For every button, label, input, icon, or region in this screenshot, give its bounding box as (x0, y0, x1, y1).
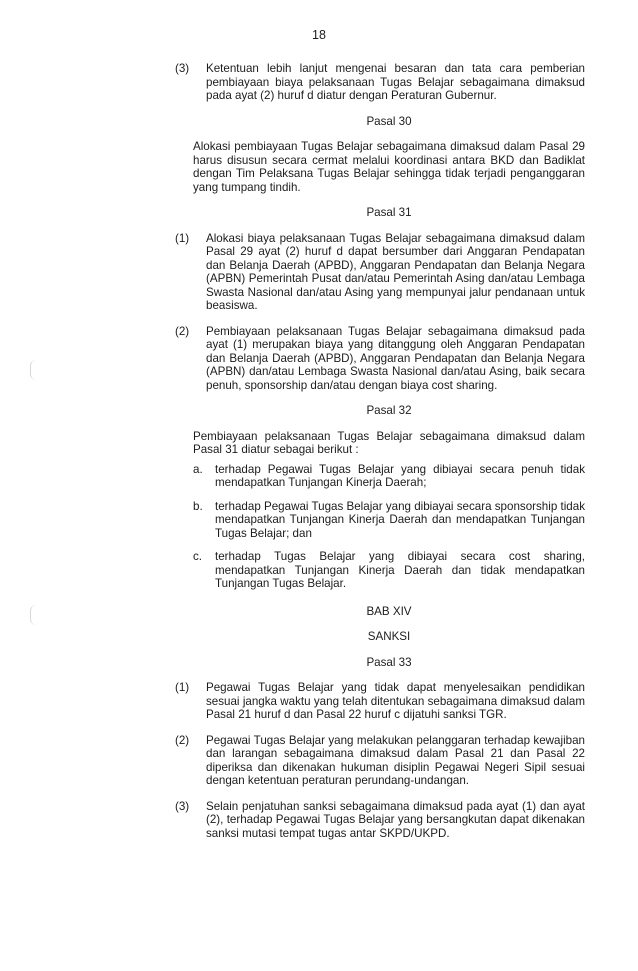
item-letter: a. (193, 462, 203, 476)
pasal32-item (193, 463, 585, 490)
scan-edge-mark (30, 605, 37, 625)
item-number: (2) (175, 324, 190, 338)
item-letter: c. (193, 550, 203, 563)
item-letter: b. (193, 499, 203, 513)
pasal32-intro: Pembiayaan pelaksanaan Tugas Belajar sebagaimana dimaksud dalam Pasal 31 diatur sebagai berikut : (193, 429, 585, 456)
document-body (175, 62, 585, 852)
item-text: Alokasi biaya pelaksanaan Tugas Belajar sebagaimana dimaksud dalam Pasal 29 ayat (2) huruf d dapat bersumber dari Anggaran Pendapatan dan Belanja Daerah (APBD), Anggaran Pendapatan dan Belanja Negara (APBN) Pemerintah Pusat dan/atau Pemerintah Asing dan/atau Lembaga Swasta Nasional dan/atau Asing yang mempunyai jalur pendanaan untuk beasiswa. (206, 231, 585, 312)
item-text: Selain penjatuhan sanksi sebagaimana dimaksud pada ayat (1) dan ayat (2), terhadap Pegawai Tugas Belajar yang bersangkutan dapat dikenakan sanksi mutasi tempat tugas antar SKPD/UKPD. (206, 799, 585, 840)
item-text: Pegawai Tugas Belajar yang tidak dapat menyelesaikan pendidikan sesuai jangka waktu yang telah ditentukan sebagaimana dimaksud dalam Pasal 21 huruf d dan Pasal 22 huruf c dijatuhi sanksi TGR. (206, 681, 585, 721)
pasal30-heading: Pasal 30 (366, 114, 412, 128)
item-text: terhadap Tugas Belajar yang dibiayai secara cost sharing, mendapatkan Tunjangan Kinerja Daerah dan tidak mendapatkan Tunjangan Tugas Belajar. (215, 550, 585, 590)
item-text: terhadap Pegawai Tugas Belajar yang dibiayai secara penuh tidak mendapatkan Tunjangan Kinerja Daerah; (215, 462, 585, 489)
pasal31-item (175, 231, 585, 313)
item-text: terhadap Pegawai Tugas Belajar yang dibiayai secara sponsorship tidak mendapatkan Tunjangan Kinerja Daerah dan mendapatkan Tunjangan Tugas Belajar; dan (215, 499, 585, 540)
pasal33-item (175, 681, 585, 722)
chapter-heading: BAB XIV (366, 604, 412, 618)
item-text: Ketentuan lebih lanjut mengenai besaran dan tata cara pemberian pembiayaan biaya pelaksanaan Tugas Belajar sebagaimana dimaksud pada ayat (2) huruf d diatur dengan Peraturan Gubernur. (206, 62, 585, 102)
pasal30-text: Alokasi pembiayaan Tugas Belajar sebagaimana dimaksud dalam Pasal 29 harus disusun secara cermat melalui koordinasi antara BKD dan Badiklat dengan Tim Pelaksana Tugas Belajar sehingga tidak terjadi penganggaran yang tumpang tindih. (193, 140, 585, 194)
item-text: Pegawai Tugas Belajar yang melakukan pelanggaran terhadap kewajiban dan larangan sebagaimana dimaksud dalam Pasal 21 dan Pasal 22 diperiksa dan dikenakan hukuman disiplin Pegawai Negeri Sipil sesuai dengan ketentuan peraturan perundang-undangan. (206, 733, 585, 787)
pasal33-item (175, 799, 585, 841)
pasal32-item (193, 550, 585, 591)
pasal33-heading: Pasal 33 (366, 655, 412, 669)
pasal29-item (175, 62, 585, 103)
page-number: 18 (312, 28, 326, 42)
item-number: (3) (175, 799, 190, 813)
pasal32-heading: Pasal 32 (366, 404, 412, 417)
scan-edge-mark (30, 360, 37, 380)
pasal31-item (175, 324, 585, 393)
chapter-title: SANKSI (367, 630, 411, 643)
item-number: (2) (175, 733, 190, 747)
item-number: (1) (175, 681, 190, 694)
item-number: (3) (175, 62, 190, 75)
item-number: (1) (175, 231, 190, 245)
pasal33-item (175, 733, 585, 788)
pasal32-item (193, 500, 585, 541)
pasal31-heading: Pasal 31 (366, 206, 412, 219)
item-text: Pembiayaan pelaksanaan Tugas Belajar sebagaimana dimaksud pada ayat (1) merupakan biaya yang ditanggung oleh Anggaran Pendapatan dan Belanja Daerah (APBD), Anggaran Pendapatan dan Belanja Negara (APBN) dan/atau Lembaga Swasta Nasional dan/atau Asing, baik secara penuh, sponsorship dan/atau dengan biaya cost sharing. (206, 324, 585, 392)
